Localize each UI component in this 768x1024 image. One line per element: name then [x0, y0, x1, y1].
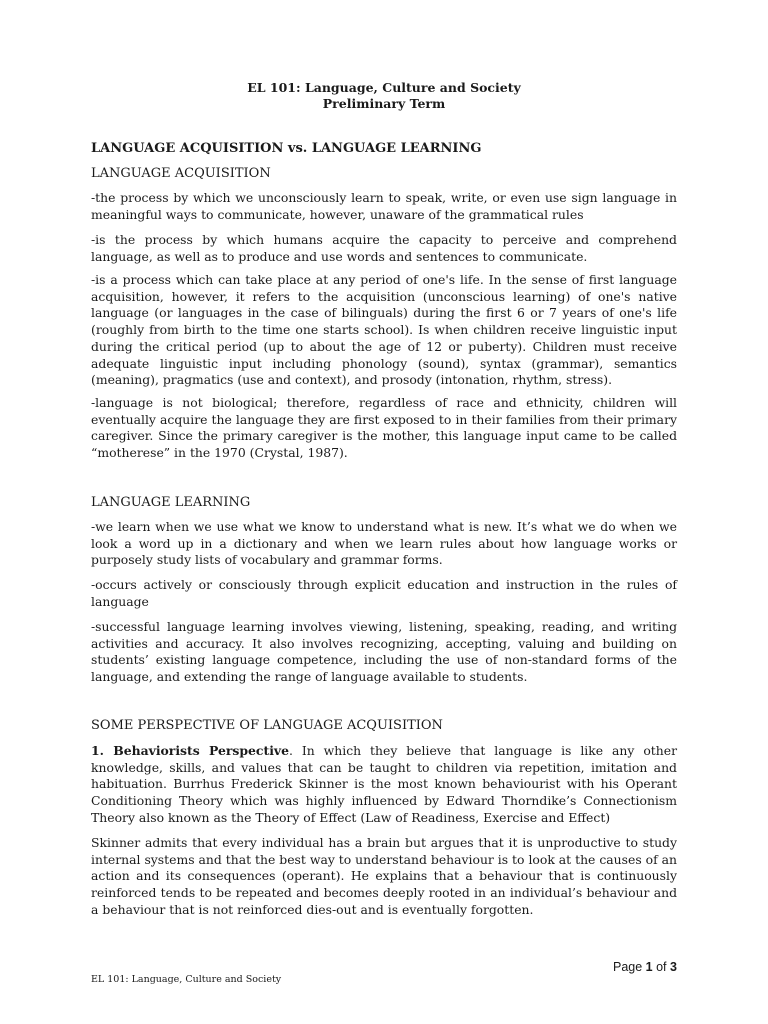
behaviorists-label: 1. Behaviorists Perspective — [91, 743, 289, 758]
page-number — [613, 960, 677, 975]
learning-paragraph-2: -occurs actively or consciously through explicit education and instruction in the rules of language — [91, 577, 677, 609]
footer-course-label: EL 101: Language, Culture and Society — [91, 974, 282, 985]
document-title: EL 101: Language, Culture and Society — [247, 80, 521, 95]
learning-heading: LANGUAGE LEARNING — [91, 495, 251, 510]
skinner-paragraph: Skinner admits that every individual has a brain but argues that it is unproductive to study internal systems and that the best way to understand behaviour is to look at the causes of an action and its consequences (operant). He explains that a behaviour that is continuously reinforced tends to be repeated and becomes deeply rooted in an individual’s behaviour and a behaviour that is not reinforced dies-out and is eventually forgotten. — [91, 835, 677, 917]
document-subtitle: Preliminary Term — [322, 96, 446, 111]
page-current: 1 — [645, 960, 653, 974]
acquisition-heading: LANGUAGE ACQUISITION — [91, 166, 271, 181]
page-of: of — [652, 960, 670, 974]
page-prefix: Page — [613, 960, 646, 974]
acquisition-paragraph-1: -the process by which we unconsciously learn to speak, write, or even use sign language in meaningful ways to communicate, however, unaware of the grammatical rules — [91, 190, 677, 222]
behaviorists-paragraph — [91, 743, 677, 827]
learning-paragraph-1: -we learn when we use what we know to understand what is new. It’s what we do when we look a word up in a dictionary and when we learn rules about how language works or purposely study lists of vocabulary and grammar forms. — [91, 519, 677, 568]
learning-paragraph-3: -successful language learning involves viewing, listening, speaking, reading, and writing activities and accuracy. It also involves recognizing, accepting, valuing and building on students’ existing language competence, including the use of non-standard forms of the language, and extending the range of language available to students. — [91, 619, 677, 685]
acquisition-paragraph-3: -is a process which can take place at any period of one's life. In the sense of first language acquisition, however, it refers to the acquisition (unconscious learning) of one's native language (or languages in the case of bilinguals) during the first 6 or 7 years of one's life (roughly from birth to the time one starts school). Is when children receive linguistic input during the critical period (up to about the age of 12 or puberty). Children must receive adequate linguistic input including phonology (sound), syntax (grammar), semantics (meaning), pragmatics (use and context), and prosody (intonation, rhythm, stress). — [91, 272, 677, 388]
acquisition-paragraph-2: -is the process by which humans acquire the capacity to perceive and comprehend language, as well as to produce and use words and sentences to communicate. — [91, 232, 677, 264]
page-total: 3 — [670, 960, 677, 974]
acquisition-paragraph-4: -language is not biological; therefore, regardless of race and ethnicity, children will eventually acquire the language they are first exposed to in their families from their primary caregiver. Since the primary caregiver is the mother, this language input came to be called “motherese” in the 1970 (Crystal, 1987). — [91, 395, 677, 461]
behaviorists-text: . In which they believe that language is like any other knowledge, skills, and values that can be taught to children via repetition, imitation and habituation. Burrhus Frederick Skinner is the most known behaviourist with his Operant Conditioning Theory which was highly influenced by Edward Thorndike’s Connectionism Theory also known as the Theory of Effect (Law of Readiness, Exercise and Effect) — [91, 743, 677, 825]
perspectives-heading: SOME PERSPECTIVE OF LANGUAGE ACQUISITION — [91, 718, 443, 733]
main-section-heading: LANGUAGE ACQUISITION vs. LANGUAGE LEARNING — [91, 141, 482, 156]
